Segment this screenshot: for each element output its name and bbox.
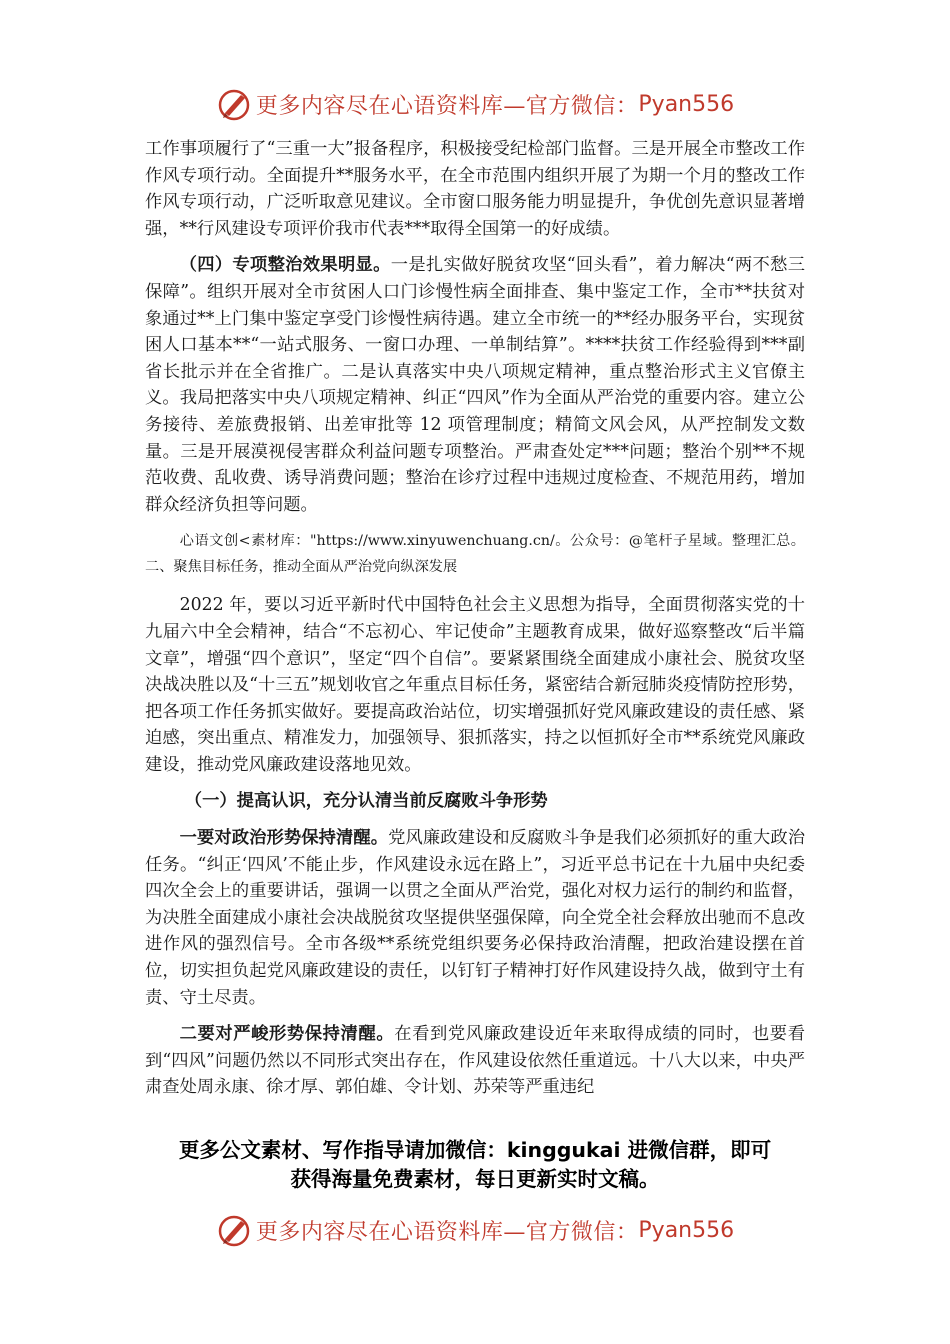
paragraph [145,825,805,1011]
pen-circle-logo-icon [216,86,252,122]
document-body [145,136,805,1111]
promo-line: 获得海量免费素材，每日更新实时文稿。 [290,1167,660,1191]
paragraph-lead: 二要对严峻形势保持清醒。 [179,1024,395,1045]
source-note: 心语文创<素材库："https://www.xinyuwenchuang.cn/。公众号：@笔杆子星域。整理汇总。二、聚焦目标任务，推动全面从严治党向纵深发展 [145,533,805,576]
banner-wechat-id: Pyan556 [638,1217,735,1243]
paragraph [145,1021,805,1101]
paragraph-text: 在看到党风廉政建设近年来取得成绩的同时，也要看到“四风”问题仍然以不同形式突出存在，作风建设依然任重道远。十八大以来，中央严肃查处周永康、徐才厚、郭伯雄、令计划、苏荣等严重违纪 [145,1024,805,1098]
banner-wechat-id: Pyan556 [638,91,735,117]
promo-line: 更多公文素材、写作指导请加微信：kinggukai 进微信群，即可 [178,1138,772,1162]
paragraph-lead: （四）专项整治效果明显。 [179,255,391,276]
paragraph-text: 一是扎实做好脱贫攻坚“回头看”，着力解决“两不愁三保障”。组织开展对全市贫困人口门诊慢性病全面排查、集中鉴定工作，全市**扶贫对象通过**上门集中鉴定享受门诊慢性病待遇。建立全市统一的**经办服务平台，实现贫困人口基本**“一站式服务、一窗口办理、一单制结算”。****扶贫工作经验得到***副省长批示并在全省推广。二是认真落实中央八项规定精神，重点整治形式主义官僚主义。我局把落实中央八项规定精神、纠正“四风”作为全面从严治党的重要内容。建立公务接待、差旅费报销、出差审批等 12 项管理制度；精简文风会风，从严控制发文数量。三是开展漠视侵害群众利益问题专项整治。严肃查处定***问题；整治个别**不规范收费、乱收费、诱导消费问题；整治在诊疗过程中违规过度检查、不规范用药，增加群众经济负担等问题。 [145,255,805,515]
paragraph-text: 党风廉政建设和反腐败斗争是我们必须抓好的重大政治任务。“纠正‘四风’不能止步，作风建设永远在路上”，习近平总书记在十九届中央纪委四次全会上的重要讲话，强调一以贯之全面从严治党，强化对权力运行的制约和监督，为决胜全面建成小康社会决战脱贫攻坚提供坚强保障，向全党全社会释放出驰而不息改进作风的强烈信号。全市各级**系统党组织要务必保持政治清醒，把政治建设摆在首位，切实担负起党风廉政建设的责任，以钉钉子精神打好作风建设持久战，做到守土有责、守土尽责。 [145,828,805,1008]
banner-text: 更多内容尽在心语资料库—官方微信： [255,93,639,119]
promo-footer [145,1136,805,1194]
pen-circle-logo-icon [216,1212,252,1248]
header-banner [0,84,950,124]
banner-text: 更多内容尽在心语资料库—官方微信： [255,1219,639,1245]
paragraph [145,252,805,518]
paragraph-lead: 一要对政治形势保持清醒。 [179,828,389,849]
paragraph: 工作事项履行了“三重一大”报备程序，积极接受纪检部门监督。三是开展全市整改工作作风专项行动。全面提升**服务水平，在全市范围内组织开展了为期一个月的整改工作作风专项行动，广泛听取意见建议。全市窗口服务能力明显提升，争优创先意识显著增强，**行风建设专项评价我市代表***取得全国第一的好成绩。 [145,139,805,239]
section-heading: （一）提高认识，充分认清当前反腐败斗争形势 [184,791,548,812]
footer-banner [0,1210,950,1250]
paragraph: 2022 年，要以习近平新时代中国特色社会主义思想为指导，全面贯彻落实党的十九届六中全会精神，结合“不忘初心、牢记使命”主题教育成果，做好巡察整改“后半篇文章”，增强“四个意识”，坚定“四个自信”。要紧紧围绕全面建成小康社会、脱贫攻坚决战决胜以及“十三五”规划收官之年重点目标任务，紧密结合新冠肺炎疫情防控形势，把各项工作任务抓实做好。要提高政治站位，切实增强抓好党风廉政建设的责任感、紧迫感，突出重点、精准发力，加强领导、狠抓落实，持之以恒抓好全市**系统党风廉政建设，推动党风廉政建设落地见效。 [145,595,805,775]
